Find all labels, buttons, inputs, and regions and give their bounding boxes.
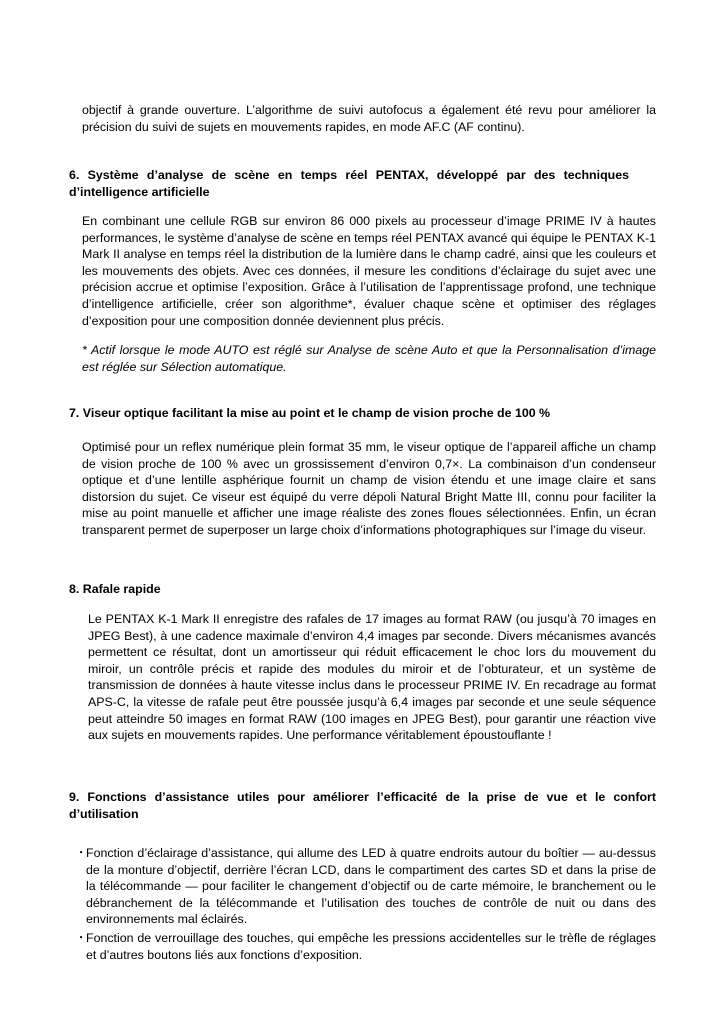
section-9-heading: 9. Fonctions d’assistance utiles pour améliorer l’efficacité de la prise de vue et le confort d’utilisation xyxy=(69,790,656,821)
list-item-text: Fonction de verrouillage des touches, qui empêche les pressions accidentelles sur le trèfle de réglages et d’autres boutons liés aux fonctions d’exposition. xyxy=(86,931,656,962)
section-6-footnote: * Actif lorsque le mode AUTO est réglé sur Analyse de scène Auto et que la Personnalisation d’image est réglée sur Sélection automatique. xyxy=(82,343,656,374)
section-8-body: Le PENTAX K-1 Mark II enregistre des rafales de 17 images au format RAW (ou jusqu’à 70 images en JPEG Best), à une cadence maximale d’environ 4,4 images par seconde. Divers mécanismes avancés permettent ce résultat, dont un amortisseur qui réduit efficacement le choc lors du mouvement du miroir, un contrôle précis et rapide des modules du miroir et de l’obturateur, et un système de transmission de données à haute vitesse inclus dans le processeur PRIME IV. En recadrage au format APS-C, la vitesse de rafale peut être poussée jusqu’à 6,4 images par seconde et une seule séquence peut atteindre 50 images en format RAW (100 images en JPEG Best), pour garantir une réaction vive aux sujets en mouvements rapides. Une performance véritablement époustouflante ! xyxy=(88,612,656,743)
intro-paragraph: objectif à grande ouverture. L’algorithme de suivi autofocus a également été revu pour améliorer la précision du suivi de sujets en mouvements rapides, en mode AF.C (AF continu). xyxy=(82,103,656,134)
list-item xyxy=(78,930,656,966)
bullet-marker: ･ xyxy=(78,846,85,860)
bullet-marker: ･ xyxy=(78,931,85,945)
list-item-text: Fonction d’éclairage d’assistance, qui allume des LED à quatre endroits autour du boîtier — au-dessus de la monture d’objectif, derrière l’écran LCD, dans le compartiment des cartes SD et dans la prise de la télécommande — pour faciliter le changement d’objectif ou de carte mémoire, le branchement ou le débranchement de la télécommande et l’utilisation des touches de contrôle de nuit ou dans des environnements mal éclairés. xyxy=(86,846,656,927)
section-7-body: Optimisé pour un reflex numérique plein format 35 mm, le viseur optique de l’appareil affiche un champ de vision proche de 100 % avec un grossissement d’environ 0,7×. La combinaison d’un condenseur optique et d’une lentille asphérique fournit un champ de vision étendu et une image claire et sans distorsion du sujet. Ce viseur est équipé du verre dépoli Natural Bright Matte III, connu pour faciliter la mise au point manuelle et afficher une image réaliste des zones floues sélectionnées. Enfin, un écran transparent permet de superposer un large choix d’informations photographiques sur l’image du viseur. xyxy=(82,440,656,537)
section-6-body: En combinant une cellule RGB sur environ 86 000 pixels au processeur d’image PRIME IV à hautes performances, le système d’analyse de scène en temps réel PENTAX avancé qui équipe le PENTAX K-1 Mark II analyse en temps réel la distribution de la lumière dans le champ cadré, ainsi que les couleurs et les mouvements des objets. Avec ces données, il mesure les conditions d’éclairage du sujet avec une précision accrue et optimise l’exposition. Grâce à l’utilisation de l’apprentissage profond, une technique d’intelligence artificielle, créer son algorithme*, évaluer chaque scène et optimiser des réglages d’exposition pour une composition donnée deviennent plus précis. xyxy=(82,214,656,328)
section-6-heading: 6. Système d’analyse de scène en temps réel PENTAX, développé par des techniques d’intelligence artificielle xyxy=(69,168,629,199)
section-8-heading: 8. Rafale rapide xyxy=(69,582,161,596)
list-item xyxy=(78,845,656,929)
section-7-heading: 7. Viseur optique facilitant la mise au point et le champ de vision proche de 100 % xyxy=(69,406,551,420)
